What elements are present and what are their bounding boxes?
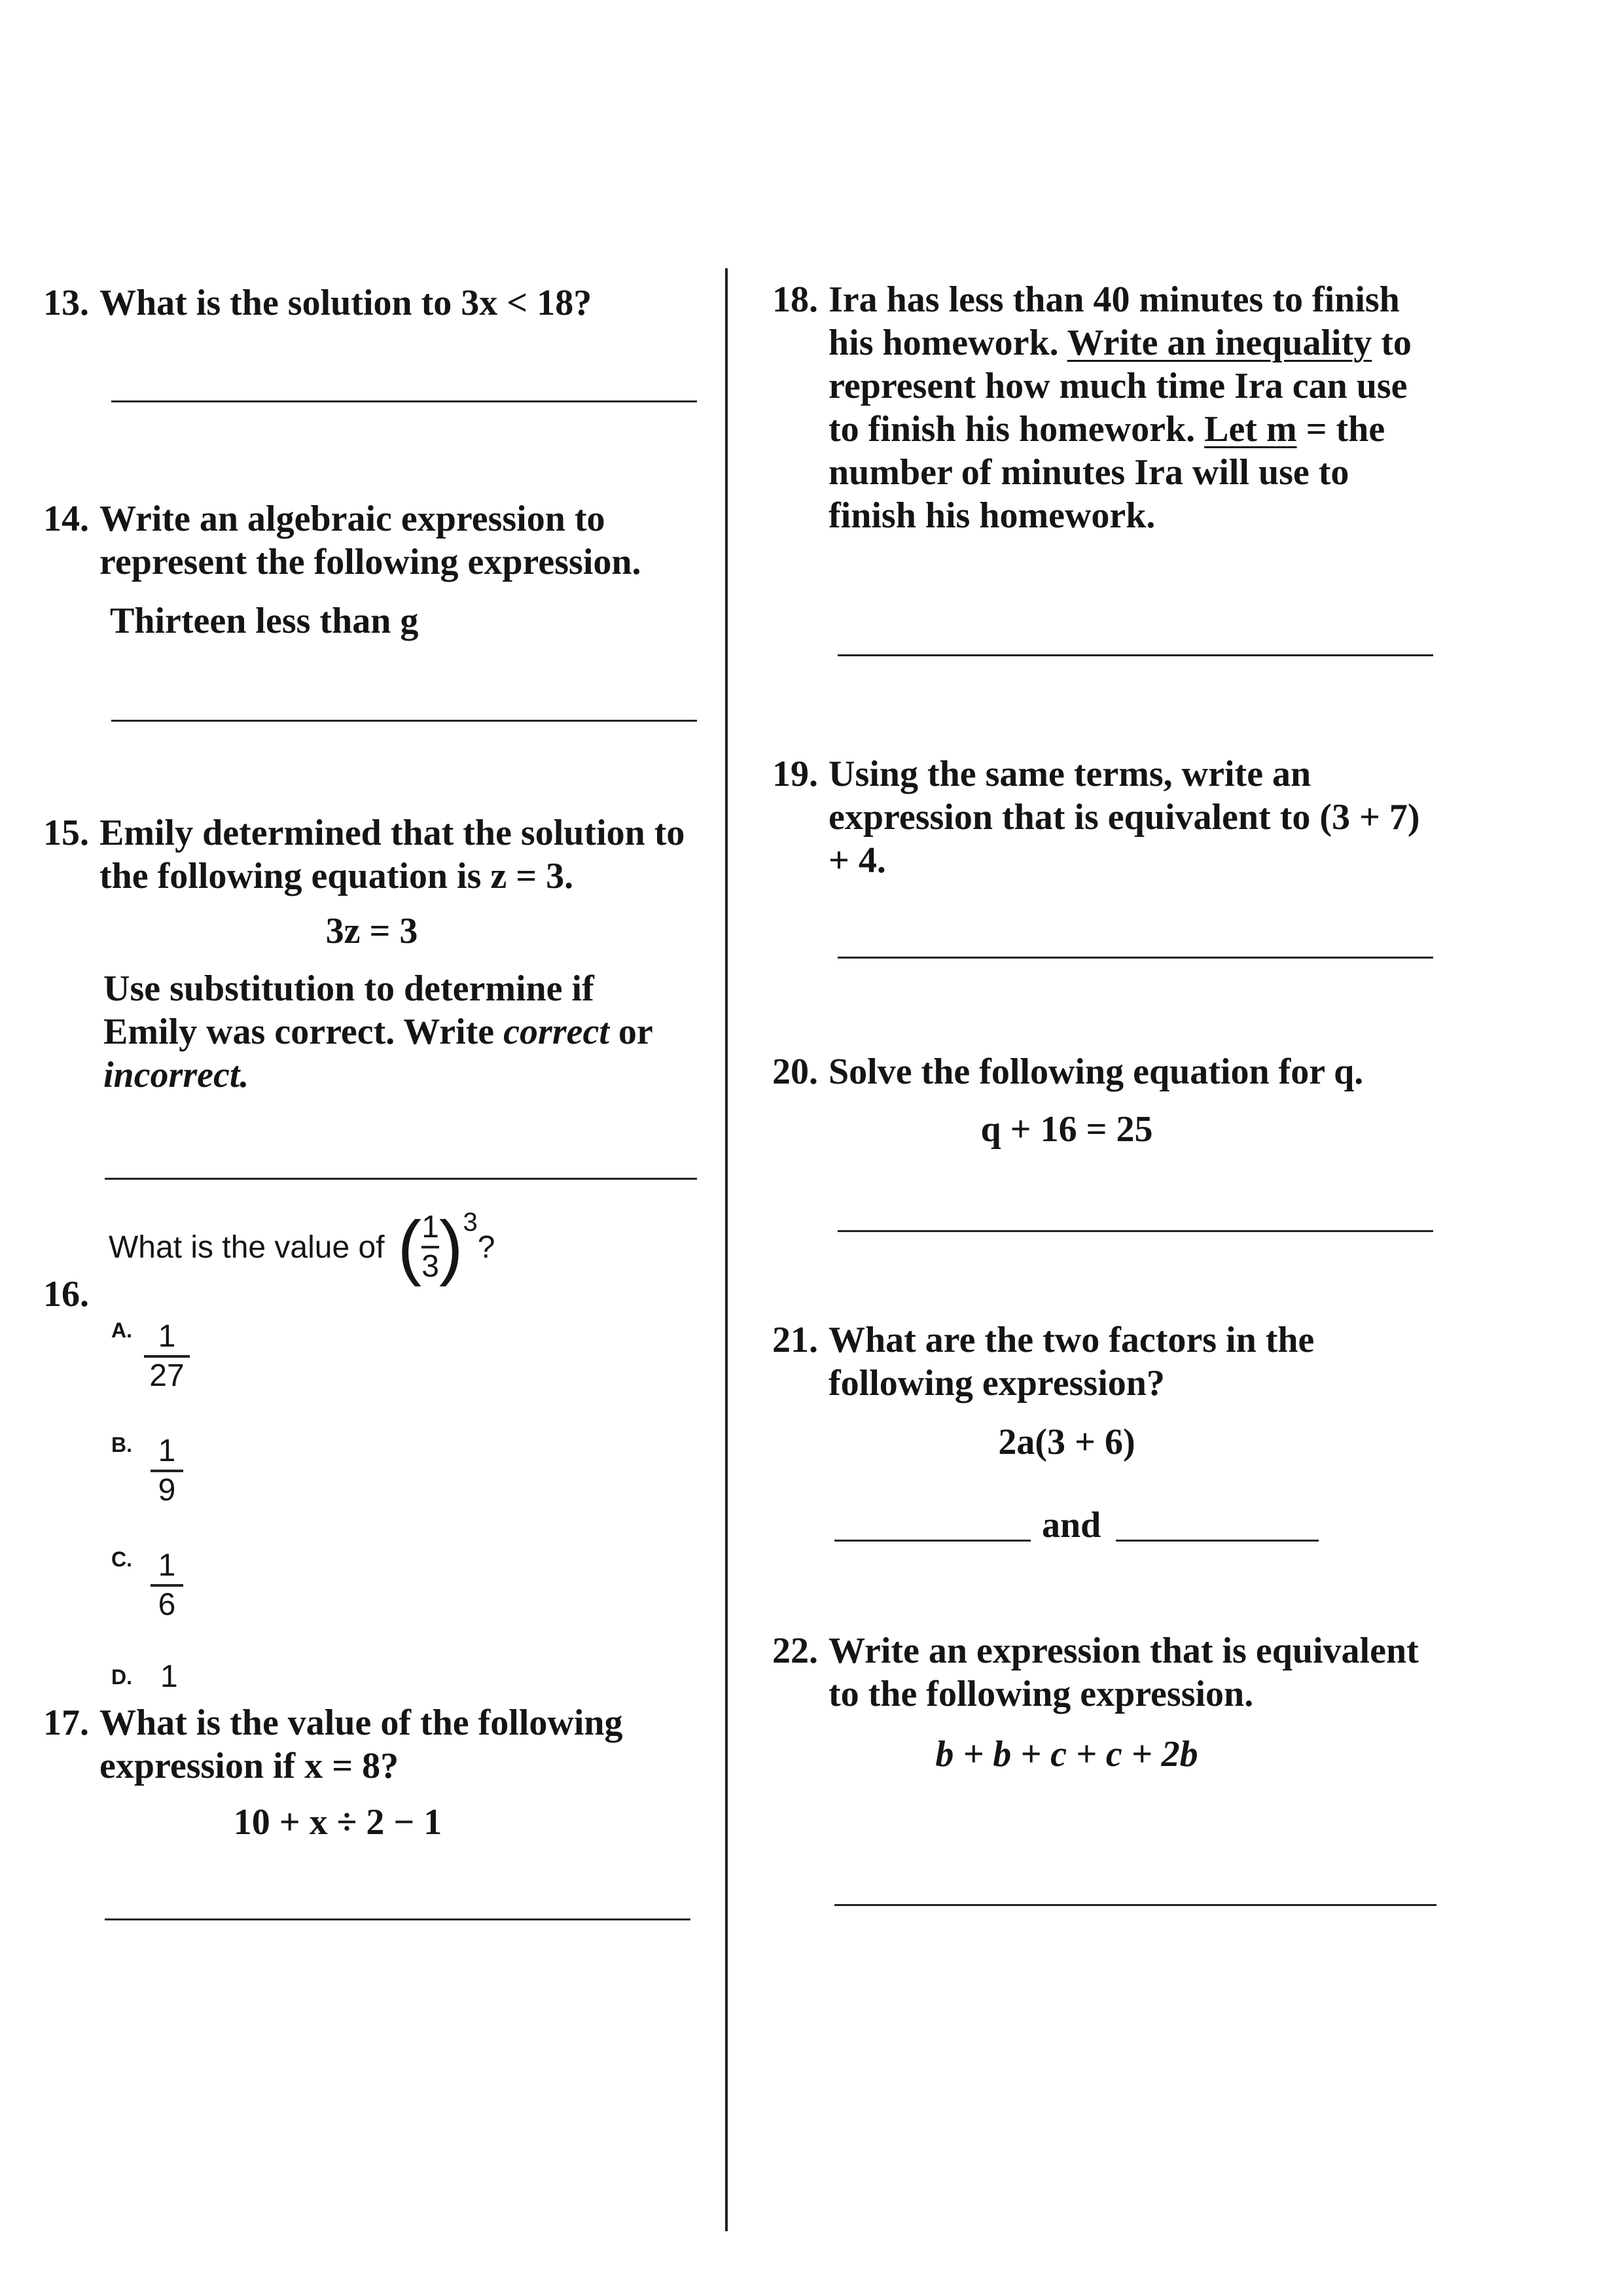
question-number: 18. xyxy=(772,279,818,320)
answer-line-13[interactable] xyxy=(111,400,697,402)
answer-line-20[interactable] xyxy=(838,1230,1433,1232)
answer-line-21b[interactable] xyxy=(1116,1540,1319,1542)
fraction xyxy=(421,1209,439,1285)
question-20 xyxy=(772,1050,1427,1151)
answer-line-17[interactable] xyxy=(105,1918,690,1920)
answer-line-18[interactable] xyxy=(838,654,1433,656)
question-number: 16. xyxy=(43,1274,89,1315)
text-part: to represent how much time Ira can use to finish his homework. xyxy=(829,323,1412,450)
question-text: What is the value of the following expression if x = 8? xyxy=(99,1703,623,1786)
question-18 xyxy=(772,278,1427,537)
question-text: What are the two factors in the following expression? xyxy=(829,1320,1315,1404)
question-17 xyxy=(43,1701,698,1844)
word-incorrect: incorrect. xyxy=(103,1055,249,1095)
prompt-text: What is the value of xyxy=(109,1229,385,1265)
question-13 xyxy=(43,281,698,325)
expression-phrase: Thirteen less than g xyxy=(110,601,419,641)
question-number: 14. xyxy=(43,499,89,539)
equation: 10 + x ÷ 2 − 1 xyxy=(233,1802,442,1843)
question-21 xyxy=(772,1318,1427,1464)
question-15 xyxy=(43,811,698,1097)
option-label: D. xyxy=(111,1665,132,1689)
column-divider xyxy=(725,268,728,2231)
question-19 xyxy=(772,752,1427,882)
equation: b + b + c + c + 2b xyxy=(935,1734,1198,1775)
question-text: Solve the following equation for q. xyxy=(829,1051,1364,1092)
exponent: 3 xyxy=(463,1207,478,1237)
answer-line-19[interactable] xyxy=(838,957,1433,959)
paren-close: ) xyxy=(438,1207,463,1287)
option-label: B. xyxy=(111,1433,132,1457)
option-label: C. xyxy=(111,1547,132,1571)
option-denominator: 9 xyxy=(158,1473,176,1508)
question-number: 19. xyxy=(772,754,818,794)
text-part: = the number of minutes Ira will use to finish his homework. xyxy=(829,409,1385,536)
word-or: or xyxy=(609,1012,652,1052)
question-14 xyxy=(43,497,698,643)
question-mark: ? xyxy=(477,1229,495,1265)
question-prompt xyxy=(109,1209,495,1285)
option-fraction xyxy=(151,1547,183,1623)
fraction-power xyxy=(398,1209,495,1285)
answer-line-14[interactable] xyxy=(111,720,697,722)
text-part: Ira has less than 40 minutes to finish his homework. xyxy=(829,279,1400,363)
question-text: Using the same terms, write an expression that is equivalent to (3 + 7) + 4. xyxy=(829,754,1420,881)
question-number: 13. xyxy=(43,283,89,323)
answer-line-15[interactable] xyxy=(105,1178,697,1180)
paren-open: ( xyxy=(397,1207,422,1287)
question-number: 20. xyxy=(772,1051,818,1092)
question-number: 21. xyxy=(772,1320,818,1360)
option-fraction xyxy=(151,1433,183,1509)
option-value: 1 xyxy=(160,1659,178,1694)
word-correct: correct xyxy=(503,1012,609,1052)
answer-line-22[interactable] xyxy=(834,1904,1436,1906)
option-numerator: 1 xyxy=(158,1548,176,1583)
underlined-instruction: Write an inequality xyxy=(1067,323,1372,363)
fraction-numerator: 1 xyxy=(421,1210,439,1245)
question-text: Emily determined that the solution to the following equation is z = 3. xyxy=(99,813,685,896)
question-text xyxy=(829,278,1427,537)
question-text: What is the solution to 3x < 18? xyxy=(99,283,592,323)
underlined-variable: Let m xyxy=(1204,409,1297,450)
fraction-denominator: 3 xyxy=(421,1249,439,1284)
question-text: Write an algebraic expression to represent the following expression. xyxy=(99,499,641,582)
question-number: 22. xyxy=(772,1631,818,1671)
option-fraction xyxy=(144,1318,190,1394)
instruction xyxy=(103,967,692,1097)
option-denominator: 6 xyxy=(158,1587,176,1622)
and-label: and xyxy=(1042,1505,1101,1545)
question-text: Write an expression that is equivalent to the following expression. xyxy=(829,1631,1419,1714)
option-numerator: 1 xyxy=(158,1319,176,1354)
question-number: 17. xyxy=(43,1703,89,1743)
equation: 3z = 3 xyxy=(325,911,418,951)
instruction-text: Use substitution to determine if Emily was correct. Write xyxy=(103,968,594,1052)
equation: q + 16 = 25 xyxy=(980,1109,1153,1150)
answer-line-21a[interactable] xyxy=(834,1540,1031,1542)
option-denominator: 27 xyxy=(149,1358,185,1393)
question-22 xyxy=(772,1629,1427,1776)
option-label: A. xyxy=(111,1318,132,1342)
equation: 2a(3 + 6) xyxy=(998,1422,1135,1462)
option-numerator: 1 xyxy=(158,1434,176,1468)
question-number: 15. xyxy=(43,813,89,853)
